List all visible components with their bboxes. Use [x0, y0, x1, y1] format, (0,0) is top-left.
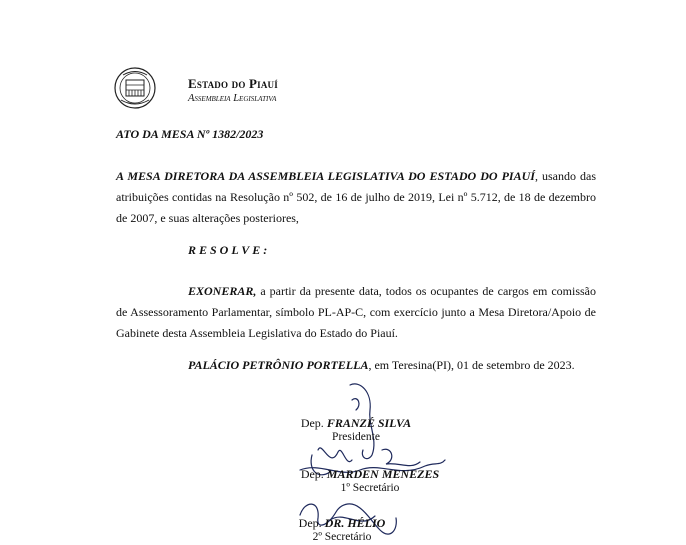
resolve-heading: RESOLVE: [188, 243, 271, 257]
signature-name: FRANZÉ SILVA [326, 416, 412, 430]
signature-prefix: Dep. [298, 516, 325, 530]
exonerar-paragraph [116, 281, 596, 344]
signature-name-line [252, 516, 432, 531]
intro-paragraph [116, 166, 596, 229]
place-date-line [188, 358, 575, 373]
signature-name: DR. HÉLIO [324, 516, 386, 530]
intro-rest: , usando das atribuições contidas na Resolução nº 502, de 16 de julho de 2019, Lei nº 5.712, de 18 de dezembro de 2007, e suas alterações posteriores, [116, 169, 597, 225]
state-seal-icon [113, 66, 157, 110]
signature-prefix: Dep. [300, 416, 327, 430]
intro-bold: A MESA DIRETORA DA ASSEMBLEIA LEGISLATIVA DO ESTADO DO PIAUÍ [116, 169, 535, 183]
act-number: ATO DA MESA Nº 1382/2023 [116, 127, 264, 141]
exonerar-bold: EXONERAR, [188, 284, 257, 298]
exonerar-rest: a partir da presente data, todos os ocupantes de cargos em comissão de Assessoramento Parlamentar, símbolo PL-AP-C, com exercício junto a Mesa Diretora/Apoio de Gabinete desta Assembleia Legislativa do Estado do Piauí. [116, 284, 596, 340]
place-date: , em Teresina(PI), 01 de setembro de 2023. [368, 358, 575, 372]
signature-president [266, 416, 446, 443]
signature-role: 2º Secretário [312, 531, 372, 543]
header-subtitle: Assembleia Legislativa [188, 93, 277, 104]
palace-name: PALÁCIO PETRÔNIO PORTELLA [188, 358, 369, 372]
signature-role: 1º Secretário [340, 482, 400, 494]
signature-second-secretary [252, 516, 432, 543]
header-title: Estado do Piauí [188, 76, 278, 91]
signature-name: MARDEN MENEZES [326, 467, 440, 481]
signature-role: Presidente [332, 431, 380, 443]
signature-name-line [280, 467, 460, 482]
signature-prefix: Dep. [300, 467, 327, 481]
signature-first-secretary [280, 467, 460, 494]
signature-name-line [266, 416, 446, 431]
